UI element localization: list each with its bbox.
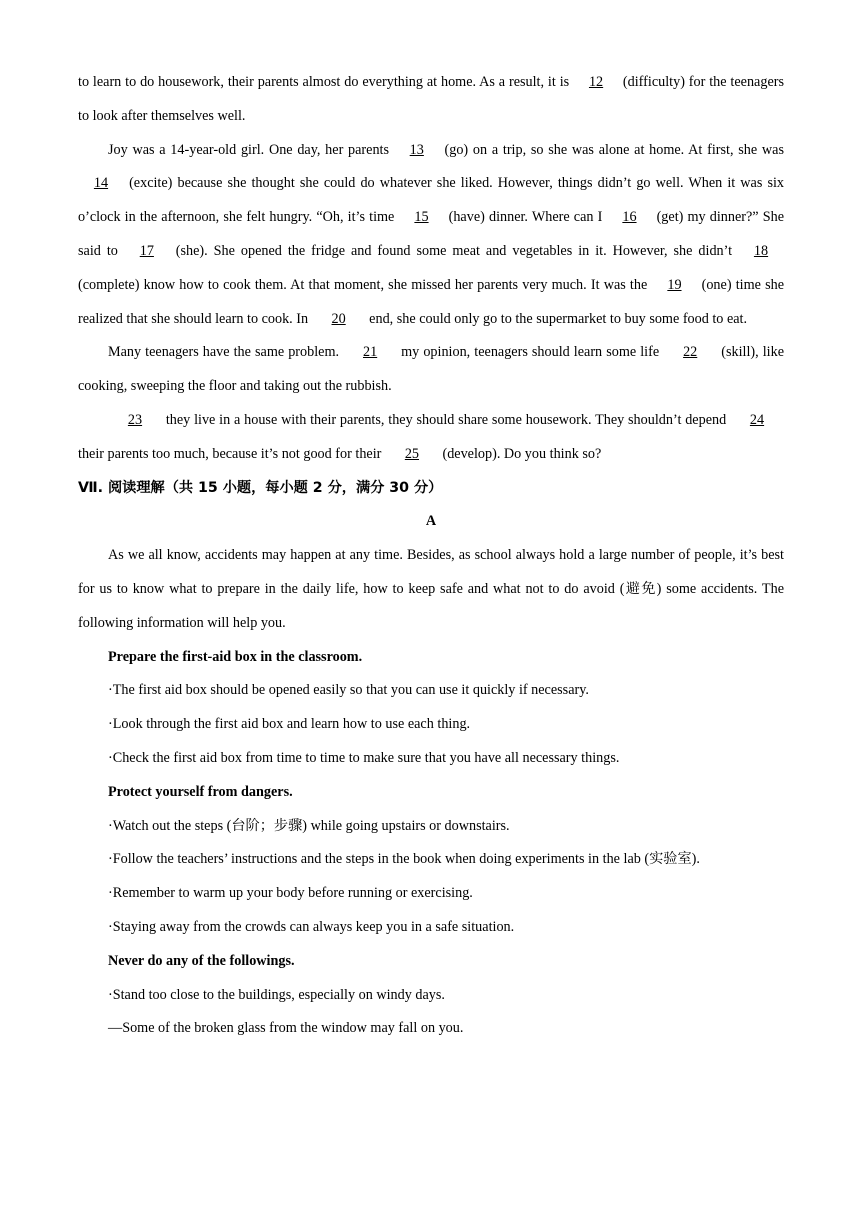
list-item: ·Check the first aid box from time to time to make sure that you have all necessary things.: [108, 749, 620, 766]
heading-first-aid: Prepare the first-aid box in the classroom.: [108, 648, 363, 665]
blank-20: 20: [331, 310, 346, 327]
paragraph-1: [78, 66, 784, 134]
text: (she). She opened the fridge and found some meat and vegetables in it. However, she didn’t: [169, 242, 739, 259]
list-item: ·Watch out the steps (台阶；步骤) while going upstairs or downstairs.: [108, 817, 510, 834]
text: (develop). Do you think so?: [438, 445, 602, 462]
text: they live in a house with their parents, they should share some housework. They shouldn’t depend: [162, 411, 730, 428]
text: my opinion, teenagers should learn some life: [397, 344, 664, 361]
text: end, she could only go to the supermarket to buy some food to eat.: [365, 310, 748, 327]
list-item: ·Follow the teachers’ instructions and the steps in the book when doing experiments in the lab (实验室).: [108, 851, 700, 868]
text: (have) dinner. Where can I: [444, 209, 607, 226]
list-item: —Some of the broken glass from the window may fall on you.: [108, 1020, 464, 1037]
blank-21: 21: [363, 344, 378, 361]
reading-intro: As we all know, accidents may happen at any time. Besides, as school always hold a large number of people, it’s best for us to know what to prepare in the daily life, how to keep safe and what not to do avoid (避免) some accidents. The following information will help you.: [78, 547, 784, 631]
blank-15: 15: [414, 209, 429, 226]
text: (get) my dinner?” She said to: [78, 209, 784, 259]
part-label: A: [425, 513, 437, 530]
section-title: Ⅶ. 阅读理解（共 15 小题，每小题 2 分，满分 30 分）: [78, 479, 443, 496]
list-item: ·Stand too close to the buildings, especially on windy days.: [108, 986, 445, 1003]
text: to learn to do housework, their parents almost do everything at home. As a result, it is: [78, 74, 574, 90]
text: (go) on a trip, so she was alone at home. At first, she was: [439, 141, 784, 158]
blank-14: 14: [93, 175, 109, 192]
list-item: ·Look through the first aid box and learn how to use each thing.: [108, 716, 471, 733]
blank-16: 16: [622, 209, 637, 226]
blank-13: 13: [409, 141, 424, 158]
blank-23: 23: [127, 411, 143, 428]
blank-25: 25: [404, 445, 420, 462]
document-page: [78, 66, 784, 1046]
text: (skill), like cooking, sweeping the floor and taking out the rubbish.: [78, 344, 784, 395]
blank-18: 18: [753, 242, 769, 259]
text: their parents too much, because it’s not good for their: [78, 445, 385, 462]
blank-22: 22: [683, 344, 698, 361]
paragraph-3: [78, 336, 784, 404]
text: (complete) know how to cook them. At that moment, she missed her parents very much. It was the: [78, 276, 652, 293]
text: (difficulty) for the teenagers to look after themselves well.: [78, 74, 784, 124]
list-item: ·The first aid box should be opened easily so that you can use it quickly if necessary.: [108, 682, 589, 699]
paragraph-4: [78, 404, 784, 472]
paragraph-2: [78, 134, 784, 337]
list-item: ·Remember to warm up your body before running or exercising.: [108, 885, 473, 902]
text: Joy was a 14-year-old girl. One day, her parents: [108, 141, 394, 158]
text: (excite) because she thought she could do whatever she liked. However, things didn’t go well. When it was six o’clock in the afternoon, she felt hungry. “Oh, it’s time: [78, 175, 784, 226]
blank-24: 24: [749, 411, 765, 428]
heading-protect: Protect yourself from dangers.: [108, 783, 293, 800]
blank-19: 19: [667, 276, 682, 293]
blank-17: 17: [139, 242, 154, 259]
heading-never: Never do any of the followings.: [108, 952, 295, 969]
blank-12: 12: [588, 74, 604, 90]
text: (one) time she realized that she should learn to cook. In: [78, 276, 785, 327]
list-item: ·Staying away from the crowds can always keep you in a safe situation.: [108, 918, 515, 935]
text: Many teenagers have the same problem.: [108, 344, 344, 361]
